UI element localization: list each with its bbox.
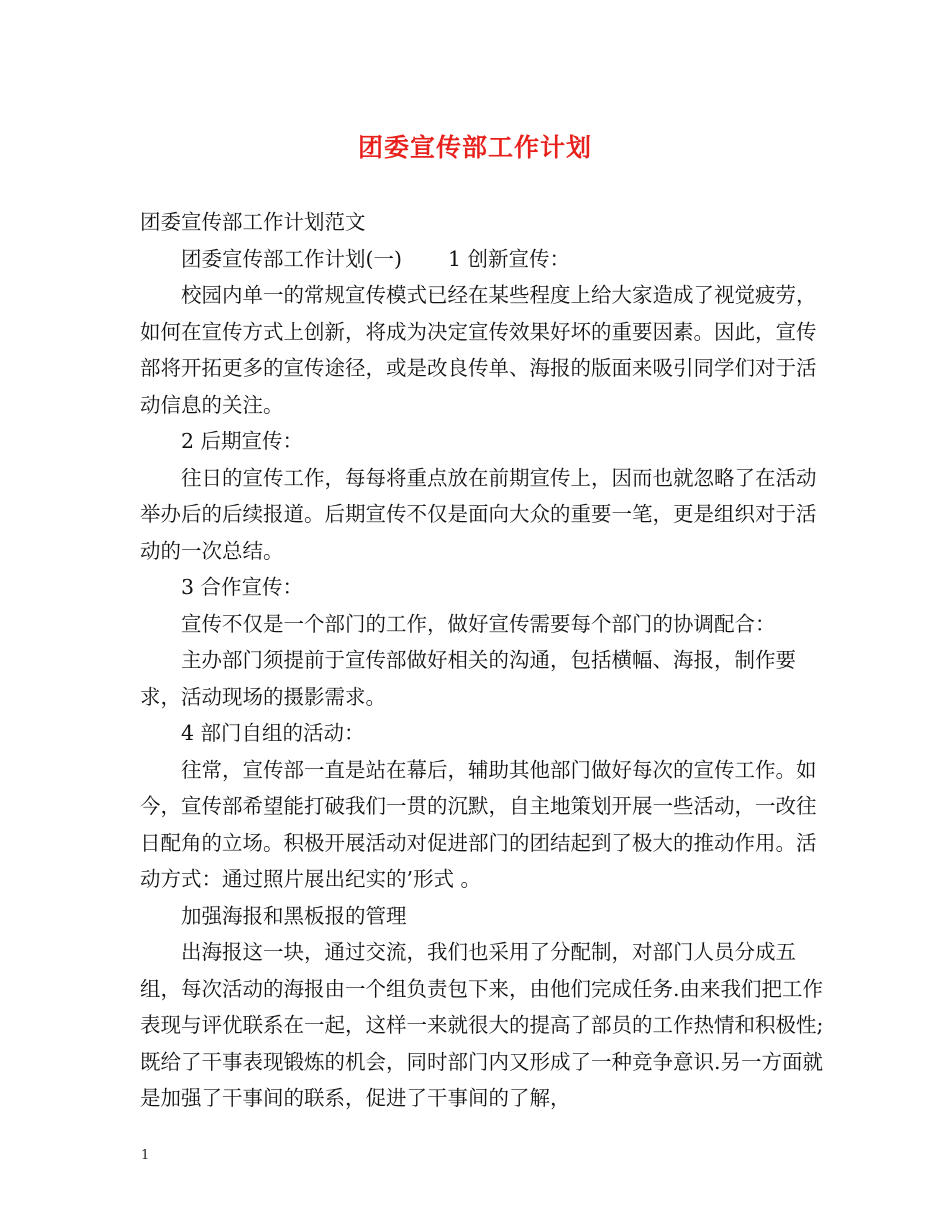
document-body [140, 204, 825, 1117]
section2-paragraph: 往日的宣传工作，每每将重点放在前期宣传上，因而也就忽略了在活动举办后的后续报道。后期宣传不仅是面向大众的重要一笔，更是组织对于活动的一次总结。 [140, 465, 817, 563]
section3-heading: 3 合作宣传： [181, 575, 304, 599]
plan-heading: 团委宣传部工作计划(一) [181, 246, 402, 271]
section2-heading: 2 后期宣传： [181, 429, 304, 453]
section1-heading: 1 创新宣传： [448, 246, 571, 271]
section3-paragraph-2: 主办部门须提前于宣传部做好相关的沟通，包括横幅、海报，制作要求，活动现场的摄影需求。 [140, 648, 796, 709]
document-subtitle: 团委宣传部工作计划范文 [140, 210, 366, 234]
section5-heading: 加强海报和黑板报的管理 [181, 903, 407, 928]
section3-paragraph-1: 宣传不仅是一个部门的工作，做好宣传需要每个部门的协调配合： [181, 611, 776, 636]
section5-paragraph: 出海报这一块，通过交流，我们也采用了分配制，对部门人员分成五组，每次活动的海报由一个组负责包下来，由他们完成任务.由来我们把工作表现与评优联系在一起，这样一来就很大的提高了部员的工作热情和积极性;既给了干事表现锻炼的机会，同时部门内又形成了一种竞争意识.另一方面就是加强了干事间的联系，促进了干事间的了解， [140, 940, 824, 1110]
section1-paragraph: 校园内单一的常规宣传模式已经在某些程度上给大家造成了视觉疲劳，如何在宣传方式上创新，将成为决定宣传效果好坏的重要因素。因此，宣传部将开拓更多的宣传途径，或是改良传单、海报的版面来吸引同学们对于活动信息的关注。 [140, 283, 817, 417]
section4-heading: 4 部门自组的活动： [181, 721, 365, 745]
section4-paragraph: 往常，宣传部一直是站在幕后，辅助其他部门做好每次的宣传工作。如今，宣传部希望能打破我们一贯的沉默，自主地策划开展一些活动，一改往日配角的立场。积极开展活动对促进部门的团结起到了极大的推动作用。活动方式：通过照片展出纪实的’形式 。 [140, 757, 817, 891]
page-number: 1 [141, 1148, 150, 1163]
plan-heading-line [140, 241, 825, 278]
document-title: 团委宣传部工作计划 [357, 133, 592, 162]
